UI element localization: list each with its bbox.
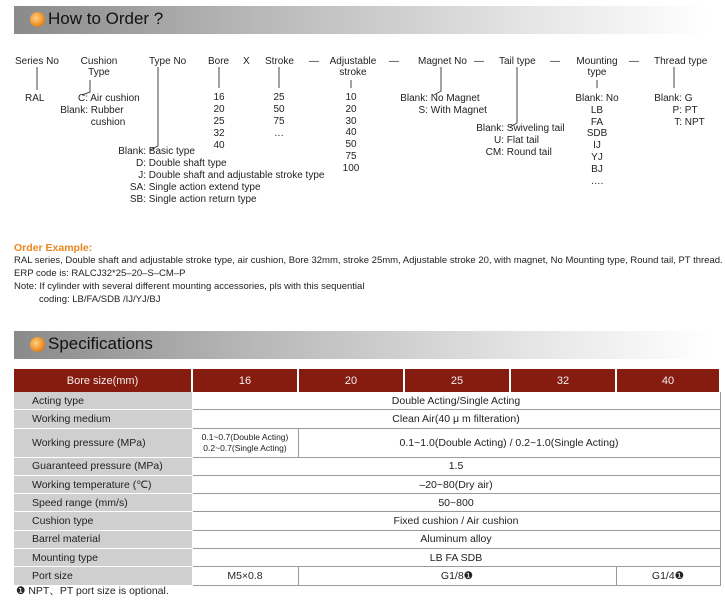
option-desc: Air cushion (90, 93, 140, 104)
table-row (14, 410, 720, 428)
mounting-value: FA (590, 116, 604, 128)
option-desc: G (684, 93, 693, 104)
type-option (112, 158, 324, 170)
header-stroke: Stroke (265, 56, 294, 67)
tail-options (472, 123, 565, 159)
adjustable-value: 30 (345, 115, 357, 127)
order-example-line3: Note: If cylinder with several different mounting accessories, pls with this sequential (14, 281, 365, 292)
cushion-options (58, 93, 140, 129)
option-desc: NPT (684, 117, 705, 128)
cushion-option-extra (58, 117, 140, 129)
option-desc: PT (684, 105, 698, 116)
option-desc: Double shaft type (148, 158, 227, 169)
mounting-value: SDB (586, 128, 608, 140)
option-desc: No Magnet (430, 93, 480, 104)
table-header-row (14, 369, 720, 392)
stroke-value: 75 (273, 116, 285, 127)
row-value: LB FA SDB (192, 549, 720, 567)
header-bore-16: 16 (192, 369, 298, 392)
row-value: 50~800 (192, 494, 720, 512)
header-adjustable-line1: Adjustable (329, 56, 377, 67)
option-desc: Single action return type (148, 194, 257, 205)
option-code: Blank: (400, 93, 428, 104)
option-code: Blank: (654, 93, 682, 104)
series-value: RAL (25, 93, 45, 104)
row-value: Clean Air(40 μ m filteration) (192, 410, 720, 428)
option-desc: Swiveling tail (506, 123, 565, 134)
magnet-options (386, 93, 487, 117)
option-desc: Flat tail (506, 135, 540, 146)
stroke-value: 25 (273, 92, 285, 103)
bore-values (207, 92, 231, 152)
bore-value: 32 (213, 128, 225, 139)
header-bore-32: 32 (510, 369, 616, 392)
option-code: Blank: (118, 146, 146, 157)
header-bore-25: 25 (404, 369, 510, 392)
row-value: Fixed cushion / Air cushion (192, 512, 720, 530)
table-row (14, 475, 720, 493)
option-desc: cushion (90, 117, 126, 128)
type-option (112, 146, 324, 158)
header-thread-type: Thread type (654, 56, 708, 67)
header-bore-20: 20 (298, 369, 404, 392)
header-bore-40: 40 (616, 369, 720, 392)
tail-option (472, 135, 565, 147)
row-label: Working medium (14, 410, 192, 428)
option-code: J: (138, 170, 146, 181)
table-row (14, 457, 720, 475)
mounting-value: Blank: No (575, 93, 619, 104)
header-series-no: Series No (15, 56, 59, 67)
header-dash-1: — (309, 56, 319, 67)
bore-value: 20 (213, 104, 225, 115)
option-desc: Rubber (90, 105, 124, 116)
how-to-order-title: How to Order ? (48, 9, 164, 28)
order-example-line1: RAL series, Double shaft and adjustable stroke type, air cushion, Bore 32mm, stroke 25mm, Adjustable stroke 20, with magnet, No Mounting type, Round tail, PT thread. (14, 255, 723, 266)
option-desc: Single action extend type (148, 182, 261, 193)
option-code: C: (78, 93, 88, 104)
thread-option (652, 105, 705, 117)
row-label: Barrel material (14, 530, 192, 548)
header-x: X (243, 56, 250, 67)
table-row (14, 392, 720, 410)
table-row (14, 494, 720, 512)
header-dash-3: — (474, 56, 484, 67)
option-code: U: (494, 135, 504, 146)
bore-value: 25 (213, 116, 225, 127)
header-cushion (76, 56, 122, 78)
type-option (112, 194, 324, 206)
row-label: Working temperature (℃) (14, 475, 192, 493)
adjustable-value: 75 (345, 150, 357, 162)
option-code: CM: (485, 147, 504, 158)
row-value-16: M5×0.8 (192, 567, 298, 585)
option-desc: Double shaft and adjustable stroke type (148, 170, 325, 181)
header-bore: Bore (208, 56, 230, 67)
magnet-option (386, 93, 487, 105)
option-code: S: (418, 105, 428, 116)
table-row (14, 549, 720, 567)
row-value-40: G1/4❶ (616, 567, 720, 585)
header-cushion-line1: Cushion (80, 56, 118, 67)
header-mounting-line2: type (587, 67, 607, 78)
row-value: Aluminum alloy (192, 530, 720, 548)
tail-option (472, 123, 565, 135)
row-label: Mounting type (14, 549, 192, 567)
option-desc: Basic type (148, 146, 195, 157)
mounting-value: LB (590, 104, 604, 116)
header-tail-type: Tail type (499, 56, 536, 67)
mounting-value: YJ (591, 151, 603, 163)
option-desc: With Magnet (430, 105, 487, 116)
cushion-option (58, 93, 140, 105)
order-example-title: Order Example: (14, 242, 93, 254)
header-type-no: Type No (149, 56, 187, 67)
spec-footnote: ❶ NPT、PT port size is optional. (16, 585, 169, 597)
table-row (14, 530, 720, 548)
bullet-icon (30, 337, 45, 352)
mounting-values (567, 93, 627, 187)
type-option (112, 170, 324, 182)
row-label: Speed range (mm/s) (14, 494, 192, 512)
header-mounting-line1: Mounting (576, 56, 618, 67)
stroke-value: … (274, 128, 284, 139)
bore-value: 16 (213, 92, 225, 103)
table-row (14, 428, 720, 457)
magnet-option (386, 105, 487, 117)
adjustable-value: 20 (345, 103, 357, 115)
specifications-table (14, 369, 721, 586)
cushion-option (58, 105, 140, 117)
order-example-line2: ERP code is: RALCJ32*25–20–S–CM–P (14, 268, 186, 279)
row-label: Guaranteed pressure (MPa) (14, 457, 192, 475)
stroke-values (267, 92, 291, 140)
header-bore-size: Bore size(mm) (14, 369, 192, 392)
tail-option (472, 147, 565, 159)
header-adjustable (326, 56, 380, 78)
thread-options (652, 93, 705, 129)
option-code: P: (672, 105, 682, 116)
option-code: Blank: (60, 105, 88, 116)
row-label: Cushion type (14, 512, 192, 530)
order-example-line4: coding: LB/FA/SDB /IJ/YJ/BJ (39, 294, 161, 305)
adjustable-value: 40 (345, 127, 357, 139)
table-row (14, 512, 720, 530)
row-value: 0.1~1.0(Double Acting) / 0.2~1.0(Single Acting) (298, 428, 720, 457)
header-adjustable-line2: stroke (339, 67, 367, 78)
mounting-value: BJ (591, 163, 603, 175)
row-value: Double Acting/Single Acting (192, 392, 720, 410)
pressure-double: 0.1~0.7(Double Acting) (201, 431, 289, 442)
type-options (112, 146, 324, 206)
mounting-value: IJ (593, 140, 601, 152)
option-desc: Round tail (506, 147, 552, 158)
bore-value: 40 (213, 140, 225, 151)
row-value-16 (192, 428, 298, 457)
thread-option (652, 117, 705, 129)
type-option (112, 182, 324, 194)
option-code: Blank: (476, 123, 504, 134)
option-code: SA: (129, 182, 146, 193)
adjustable-values (337, 92, 365, 175)
thread-option (652, 93, 705, 105)
row-value: 1.5 (192, 457, 720, 475)
stroke-value: 50 (273, 104, 285, 115)
row-value: –20~80(Dry air) (192, 475, 720, 493)
option-code: T: (674, 117, 682, 128)
pressure-single: 0.2~0.7(Single Acting) (203, 442, 287, 453)
adjustable-value: 50 (345, 139, 357, 151)
header-mounting (572, 56, 622, 78)
adjustable-value: 10 (345, 92, 357, 103)
row-label: Port size (14, 567, 192, 585)
row-label: Acting type (14, 392, 192, 410)
header-cushion-line2: Type (88, 67, 110, 78)
option-code: D: (136, 158, 146, 169)
mounting-value: …. (590, 175, 604, 187)
specifications-title: Specifications (48, 334, 153, 353)
adjustable-value: 100 (342, 162, 360, 174)
header-dash-5: — (629, 56, 639, 67)
row-label: Working pressure (MPa) (14, 428, 192, 457)
header-dash-2: — (389, 56, 399, 67)
option-code: SB: (129, 194, 146, 205)
header-magnet-no: Magnet No (418, 56, 467, 67)
specifications-banner (14, 331, 710, 359)
header-dash-4: — (550, 56, 560, 67)
row-value-20-32: G1/8❶ (298, 567, 616, 585)
